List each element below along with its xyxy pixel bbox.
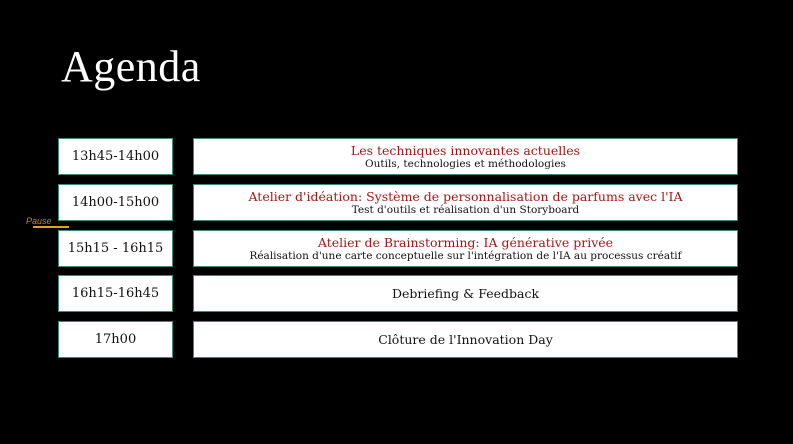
- agenda-time-3: [58, 230, 173, 267]
- agenda-time-2: [58, 184, 173, 221]
- agenda-item-title: Clôture de l'Innovation Day: [378, 331, 553, 347]
- agenda-item-title: Atelier d'idéation: Système de personnalisation de parfums avec l'IA: [248, 188, 683, 204]
- agenda-item-4: [193, 275, 738, 312]
- agenda-item-title: Les techniques innovantes actuelles: [350, 142, 581, 158]
- pause-label: Pause: [26, 216, 52, 226]
- agenda-item-subtitle: Réalisation d'une carte conceptuelle sur l'intégration de l'IA au processus créatif: [249, 249, 682, 262]
- agenda-item-3: [193, 230, 738, 267]
- agenda-item-5: [193, 321, 738, 358]
- agenda-time-label: 15h15 - 16h15: [67, 241, 164, 256]
- agenda-item-subtitle: Outils, technologies et méthodologies: [365, 157, 566, 170]
- slide-title: Agenda: [61, 42, 201, 91]
- agenda-time-label: 16h15-16h45: [71, 286, 160, 301]
- agenda-item-title: Atelier de Brainstorming: IA générative privée: [317, 234, 614, 250]
- pause-marker-line: [33, 226, 69, 228]
- agenda-time-label: 17h00: [94, 332, 137, 347]
- agenda-item-2: [193, 184, 738, 221]
- agenda-time-1: [58, 138, 173, 175]
- agenda-time-label: 13h45-14h00: [71, 149, 160, 164]
- agenda-item-title: Debriefing & Feedback: [391, 285, 540, 301]
- agenda-time-4: [58, 275, 173, 312]
- agenda-item-1: [193, 138, 738, 175]
- agenda-time-label: 14h00-15h00: [71, 195, 160, 210]
- agenda-time-5: [58, 321, 173, 358]
- agenda-item-subtitle: Test d'outils et réalisation d'un Storyboard: [351, 203, 580, 216]
